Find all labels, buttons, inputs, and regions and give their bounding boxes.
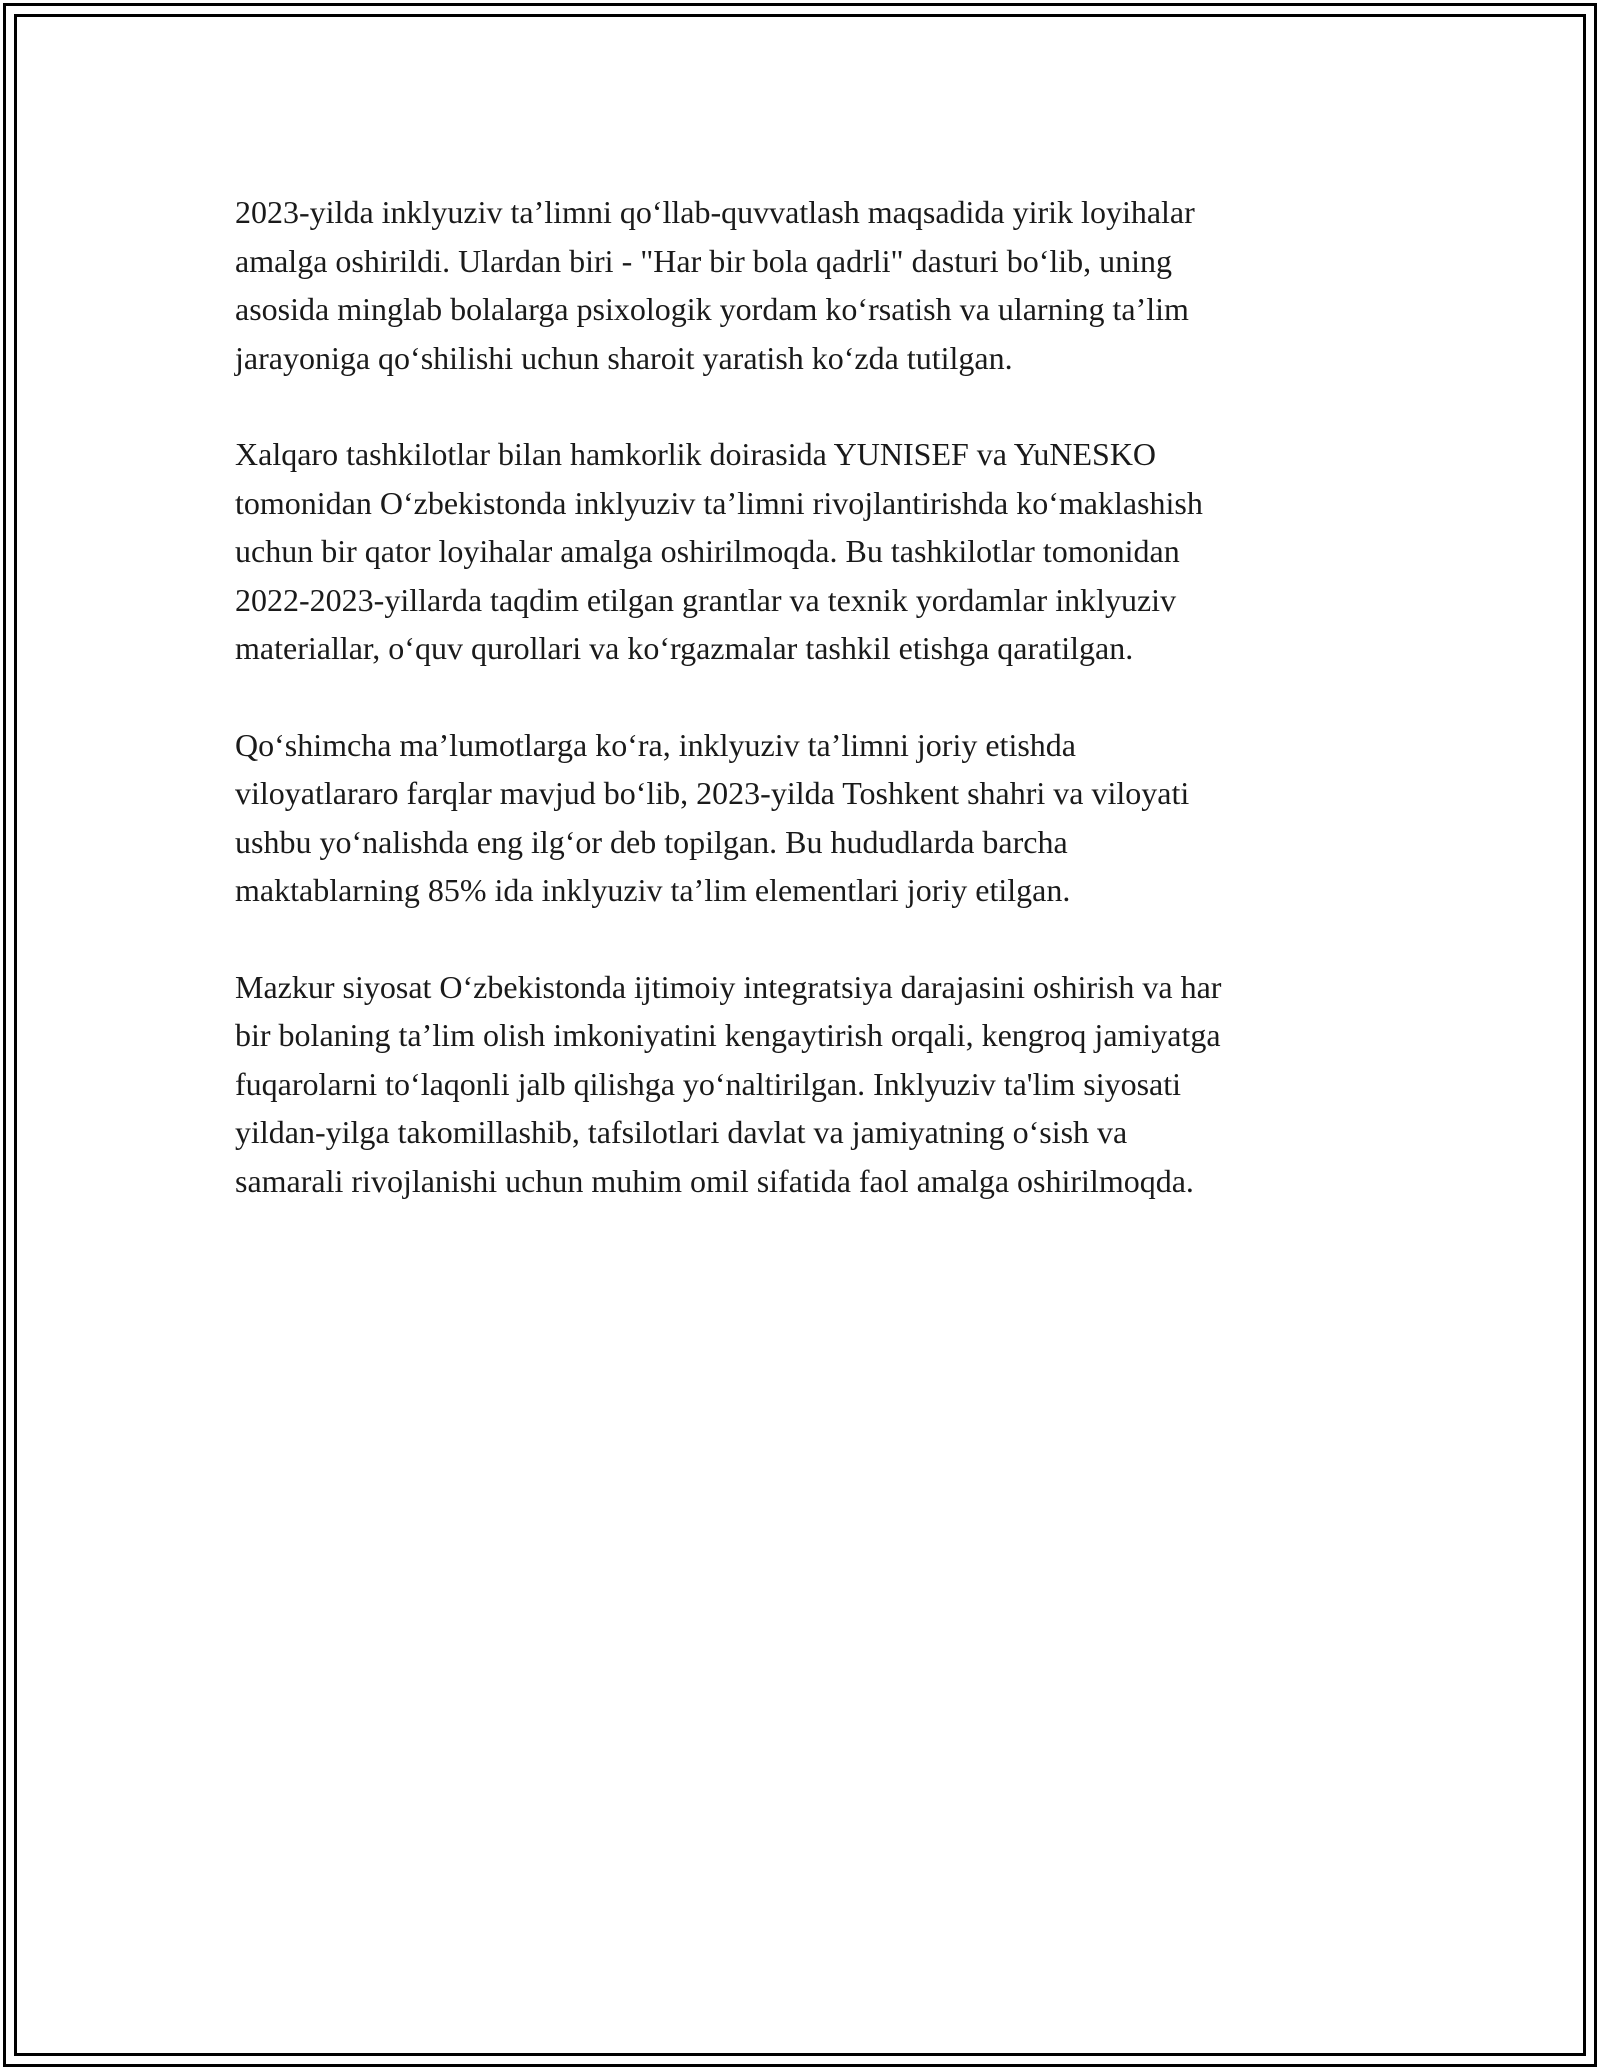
- text-line: materiallar, o‘quv qurollari va ko‘rgazmalar tashkil etishga qaratilgan.: [235, 630, 1134, 666]
- paragraph-4: [235, 963, 1375, 1206]
- text-line: viloyatlararo farqlar mavjud bo‘lib, 2023-yilda Toshkent shahri va viloyati: [235, 775, 1190, 811]
- text-line: 2023-yilda inklyuziv ta’limni qo‘llab-quvvatlash maqsadida yirik loyihalar: [235, 194, 1195, 230]
- text-line: Mazkur siyosat O‘zbekistonda ijtimoiy integratsiya darajasini oshirish va har: [235, 968, 1222, 1005]
- text-line: Xalqaro tashkilotlar bilan hamkorlik doirasida YUNISEF va YuNESKO: [235, 436, 1157, 472]
- text-line: ushbu yo‘nalishda eng ilg‘or deb topilgan. Bu hududlarda barcha: [235, 823, 1068, 860]
- text-line: tomonidan O‘zbekistonda inklyuziv ta’limni rivojlantirishda ko‘maklashish: [235, 484, 1203, 521]
- text-line: samarali rivojlanishi uchun muhim omil sifatida faol amalga oshirilmoqda.: [235, 1162, 1194, 1199]
- text-line: uchun bir qator loyihalar amalga oshirilmoqda. Bu tashkilotlar tomonidan: [235, 533, 1180, 569]
- text-line: jarayoniga qo‘shilishi uchun sharoit yaratish ko‘zda tutilgan.: [235, 339, 1013, 376]
- text-line: bir bolaning ta’lim olish imkoniyatini kengaytirish orqali, kengroq jamiyatga: [235, 1017, 1221, 1053]
- text-line: asosida minglab bolalarga psixologik yordam ko‘rsatish va ularning ta’lim: [235, 291, 1189, 327]
- text-line: maktablarning 85% ida inklyuziv ta’lim elementlari joriy etilgan.: [235, 872, 1071, 908]
- text-line: Qo‘shimcha ma’lumotlarga ko‘ra, inklyuziv ta’limni joriy etishda: [235, 726, 1076, 763]
- text-line: fuqarolarni to‘laqonli jalb qilishga yo‘naltirilgan. Inklyuziv ta'lim siyosati: [235, 1065, 1182, 1102]
- text-line: amalga oshirildi. Ulardan biri - "Har bir bola qadrli" dasturi bo‘lib, uning: [235, 242, 1173, 279]
- paragraph-3: [235, 721, 1375, 915]
- text-line: yildan-yilga takomillashib, tafsilotlari davlat va jamiyatning o‘sish va: [235, 1114, 1128, 1150]
- text-line: 2022-2023-yillarda taqdim etilgan grantlar va texnik yordamlar inklyuziv: [235, 581, 1177, 618]
- paragraph-2: [235, 430, 1375, 673]
- paragraph-1: [235, 188, 1375, 382]
- document-body: [235, 188, 1375, 1253]
